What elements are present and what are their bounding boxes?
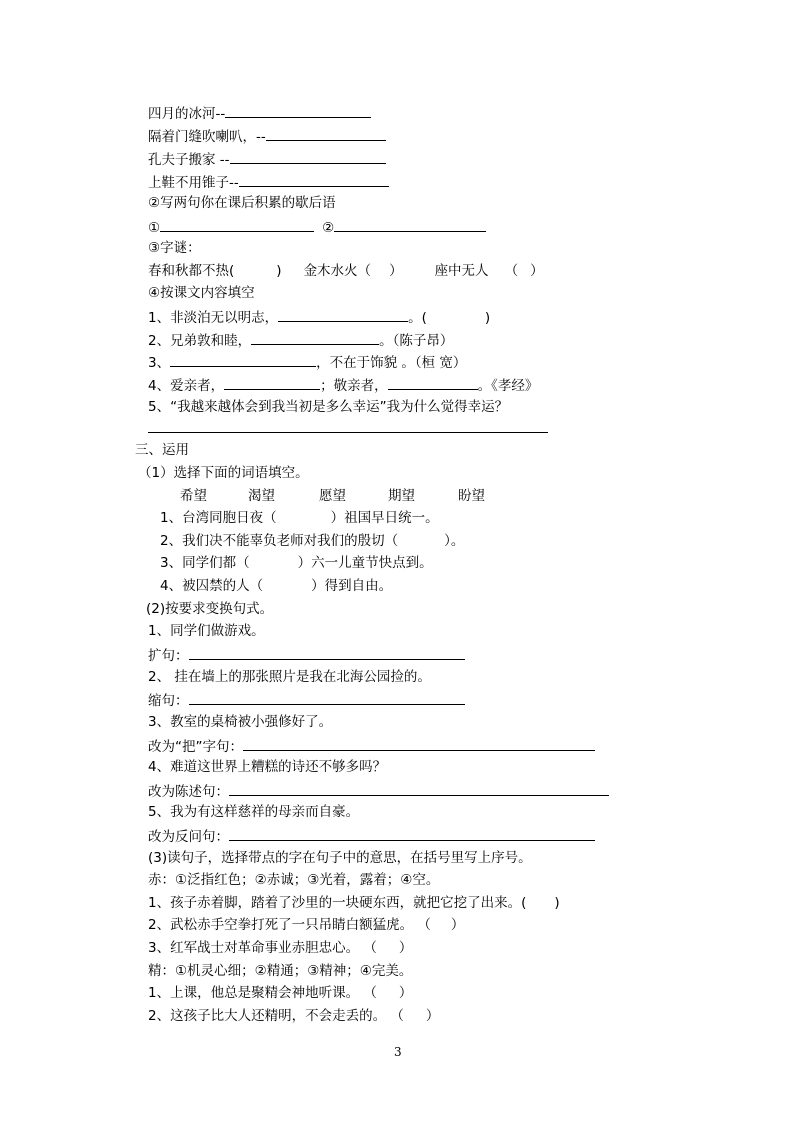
- page-number: 3: [394, 1045, 402, 1059]
- fill-text: 3、: [148, 355, 171, 371]
- fill-text: ）六一儿童节快点到。: [297, 555, 433, 571]
- riddle-1: 春和秋都不热(: [148, 263, 235, 279]
- answer-blank[interactable]: [160, 217, 314, 232]
- question-3-title: ③字谜：: [148, 240, 201, 256]
- answer-blank[interactable]: [189, 690, 465, 705]
- answer-blank[interactable]: [230, 149, 386, 164]
- xiehouyu-text: 孔夫子搬家 --: [148, 152, 230, 168]
- chi-sentence-3: [148, 939, 412, 957]
- question-2-title: ②写两句你在课后积累的歇后语: [148, 195, 336, 211]
- paren-close: ）: [530, 263, 544, 279]
- transform-2: 2、 挂在墙上的那张照片是我在北海公园捡的。: [148, 669, 431, 685]
- fill-text: 。（陈子昂）: [379, 333, 454, 349]
- answer-blank[interactable]: [388, 375, 478, 390]
- word-options: [180, 487, 485, 505]
- jing-sentence-2: [148, 1007, 439, 1025]
- fill-text: 2、我们决不能辜负老师对我们的殷切（: [160, 533, 399, 549]
- answer-label: 缩句：: [148, 693, 189, 709]
- fill-text: 3、同学们都（: [160, 555, 250, 571]
- riddle-row: [148, 262, 544, 280]
- paren-close: ）: [425, 1008, 440, 1024]
- paren-close: ）: [389, 263, 403, 279]
- answer-blank[interactable]: [251, 330, 379, 345]
- answer-marker-1: ①: [148, 220, 161, 236]
- fill-text: ，不在于饰貌 。（桓 宽）: [316, 355, 467, 371]
- answer-blank[interactable]: [170, 352, 316, 367]
- word-option: 希望: [180, 488, 207, 504]
- fill-line-1: [148, 307, 490, 327]
- chi-sentence-1: [148, 894, 560, 912]
- jing-sentence-1: [148, 984, 412, 1002]
- word-option: 盼望: [458, 488, 485, 504]
- transform-4: 4、难道这世界上糟糕的诗还不够多吗？: [148, 759, 387, 775]
- transform-4-answer: [148, 781, 609, 801]
- word-option: 愿望: [319, 488, 346, 504]
- part-1-title: （1）选择下面的词语填空。: [138, 465, 309, 481]
- paren-open: （: [504, 263, 519, 279]
- paren-close: ）: [398, 940, 413, 956]
- fill-text: ）。: [444, 533, 465, 549]
- answer-blank[interactable]: [266, 126, 386, 141]
- xiehouyu-text: 隔着门缝吹喇叭，--: [148, 129, 266, 145]
- answer-blank[interactable]: [243, 736, 595, 751]
- section-3-title: 三、运用: [135, 442, 189, 458]
- xiehouyu-2: [148, 126, 386, 146]
- word-option: 期望: [388, 488, 415, 504]
- xiehouyu-text: 四月的冰河--: [148, 106, 226, 122]
- xiehouyu-1: [148, 103, 371, 123]
- question-4-title: ④按课文内容填空: [148, 285, 255, 301]
- transform-3: 3、教室的桌椅被小强修好了。: [148, 714, 333, 730]
- fill-text: 。《孝经》: [477, 378, 539, 394]
- fill-text: ）得到自由。: [311, 578, 393, 594]
- riddle-2: 金木水火（: [303, 263, 372, 279]
- answer-blank[interactable]: [334, 217, 486, 232]
- sentence-text: 1、孩子赤着脚，踏着了沙里的一块硬东西，就把它挖了出来。(: [148, 895, 527, 911]
- paren-close: ）: [450, 917, 465, 933]
- fill-text: 4、爱亲者，: [148, 378, 225, 394]
- answer-blank[interactable]: [224, 375, 320, 390]
- transform-2-answer: [148, 690, 465, 710]
- question-2-answers: [148, 217, 486, 237]
- part-2-title: (2)按要求变换句式。: [146, 601, 274, 617]
- jing-meanings: 精：①机灵心细；②精通；③精神；④完美。: [148, 963, 413, 979]
- paren-close: ): [276, 263, 282, 279]
- fill-line-5: 5、“我越来越体会到我当初是多么幸运”我为什么觉得幸运？: [148, 399, 509, 415]
- fill-line-3: [148, 352, 466, 372]
- fill-text: 2、兄弟敦和睦，: [148, 333, 252, 349]
- answer-blank[interactable]: [189, 645, 465, 660]
- answer-blank[interactable]: [239, 172, 389, 187]
- chi-sentence-2: [148, 916, 464, 934]
- answer-blank[interactable]: [229, 826, 595, 841]
- chi-meanings: 赤：①泛指红色；②赤诚；③光着，露着；④空。: [148, 872, 440, 888]
- sentence-text: 3、红军战士对革命事业赤胆忠心。 （: [148, 940, 377, 956]
- sentence-text: 2、这孩子比大人还精明，不会走丢的。 （: [148, 1008, 404, 1024]
- sentence-text: 1、上课，他总是聚精会神地听课。 （: [148, 985, 377, 1001]
- answer-label: 扩句：: [148, 648, 189, 664]
- fill-line-2: [148, 330, 453, 350]
- answer-label: 改为陈述句：: [148, 784, 229, 800]
- transform-3-answer: [148, 736, 595, 756]
- fill-text: 1、非淡泊无以明志，: [148, 310, 279, 326]
- transform-5: 5、我为有这样慈祥的母亲而自豪。: [148, 804, 360, 820]
- fill-text: 。(: [408, 310, 427, 326]
- answer-blank[interactable]: [225, 103, 371, 118]
- answer-line[interactable]: [148, 432, 548, 433]
- fill-text: ）祖国早日统一。: [330, 510, 439, 526]
- fill-text: 4、被囚禁的人（: [160, 578, 264, 594]
- transform-5-answer: [148, 826, 595, 846]
- part-3-title: (3)读句子，选择带点的字在句子中的意思，在括号里写上序号。: [148, 850, 532, 866]
- sentence-text: 2、武松赤手空拳打死了一只吊睛白额猛虎。 （: [148, 917, 431, 933]
- answer-blank[interactable]: [229, 781, 609, 796]
- word-fill-3: [160, 554, 433, 572]
- transform-1-answer: [148, 645, 465, 665]
- fill-text: 1、台湾同胞日夜（: [160, 510, 277, 526]
- word-fill-2: [160, 532, 464, 550]
- word-option: 渴望: [248, 488, 275, 504]
- transform-1: 1、同学们做游戏。: [148, 623, 265, 639]
- word-fill-1: [160, 509, 439, 527]
- riddle-3: 座中无人: [434, 263, 489, 279]
- paren-close: ): [554, 895, 560, 911]
- fill-line-4: [148, 375, 538, 395]
- xiehouyu-3: [148, 149, 386, 169]
- word-fill-4: [160, 577, 392, 595]
- answer-blank[interactable]: [278, 307, 408, 322]
- answer-marker-2: ②: [322, 220, 335, 236]
- answer-label: 改为反问句：: [148, 829, 229, 845]
- answer-label: 改为“把”字句：: [148, 739, 243, 755]
- xiehouyu-4: [148, 172, 389, 192]
- fill-text: ；敬亲者，: [320, 378, 388, 394]
- paren-close: ): [484, 310, 491, 326]
- xiehouyu-text: 上鞋不用锥子--: [148, 175, 239, 191]
- paren-close: ）: [398, 985, 413, 1001]
